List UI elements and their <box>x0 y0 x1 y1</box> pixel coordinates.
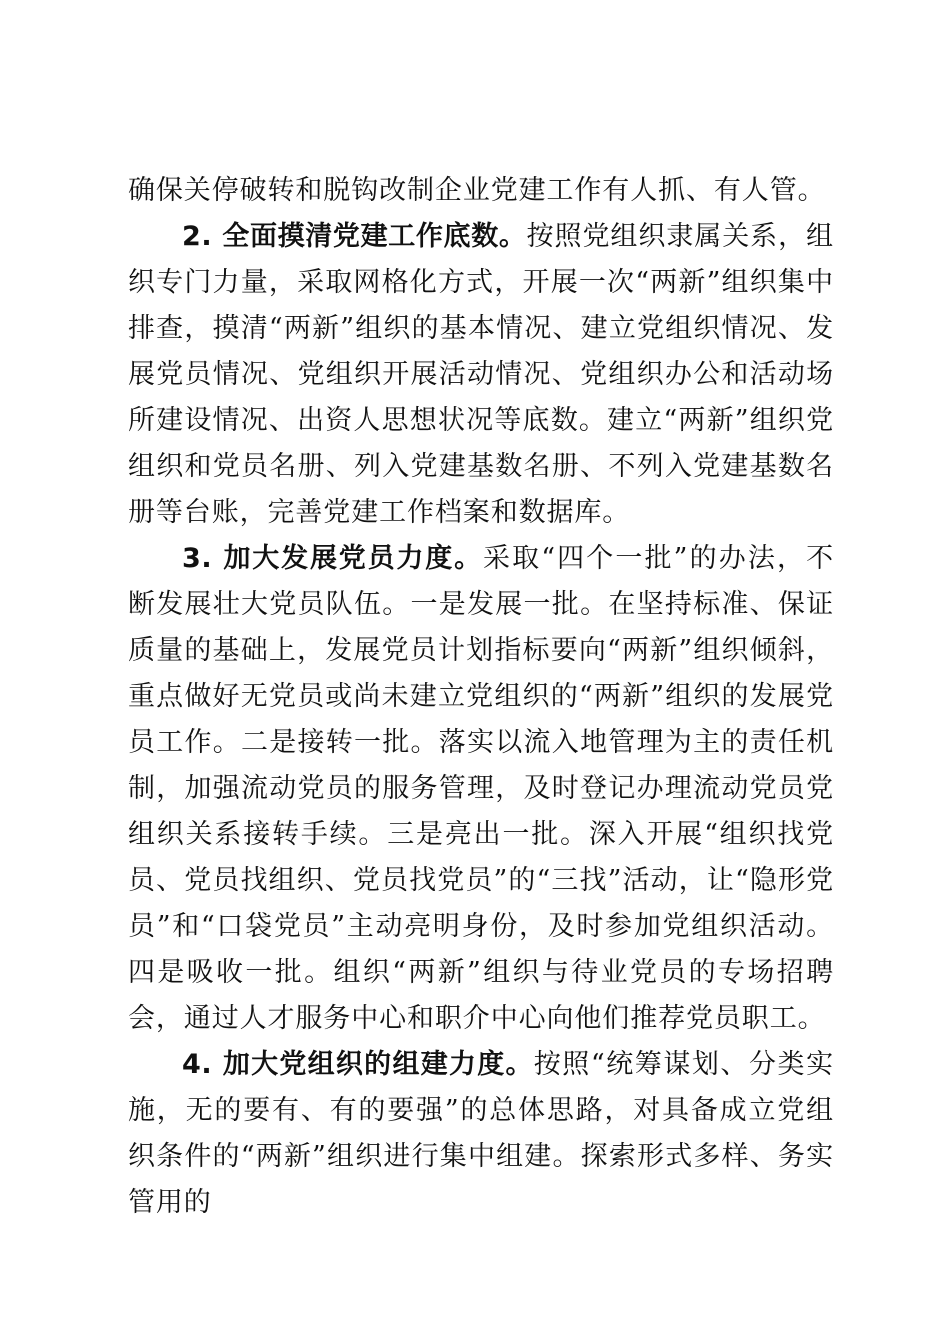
section-2-heading: 2. 全面摸清党建工作底数。 <box>182 221 527 252</box>
section-4-heading: 4. 加大党组织的组建力度。 <box>182 1049 534 1080</box>
paragraph-4 <box>128 1042 834 1226</box>
paragraph-3-text: 采取“四个一批”的办法，不断发展壮大党员队伍。一是发展一批。在坚持标准、保证质量的基础上，发展党员计划指标要向“两新”组织倾斜，重点做好无党员或尚未建立党组织的“两新”组织的发展党员工作。二是接转一批。落实以流入地管理为主的责任机制，加强流动党员的服务管理，及时登记办理流动党员党组织关系接转手续。三是亮出一批。深入开展“组织找党员、党员找组织、党员找党员”的“三找”活动，让“隐形党员”和“口袋党员”主动亮明身份，及时参加党组织活动。四是吸收一批。组织“两新”组织与待业党员的专场招聘会，通过人才服务中心和职介中心向他们推荐党员职工。 <box>128 543 834 1034</box>
paragraph-3 <box>128 536 834 1042</box>
paragraph-2-text: 按照党组织隶属关系，组织专门力量，采取网格化方式，开展一次“两新”组织集中排查，摸清“两新”组织的基本情况、建立党组织情况、发展党员情况、党组织开展活动情况、党组织办公和活动场所建设情况、出资人思想状况等底数。建立“两新”组织党组织和党员名册、列入党建基数名册、不列入党建基数名册等台账，完善党建工作档案和数据库。 <box>128 221 834 528</box>
paragraph-4-text: 按照“统筹谋划、分类实施，无的要有、有的要强”的总体思路，对具备成立党组织条件的“两新”组织进行集中组建。探索形式多样、务实管用的 <box>128 1049 835 1218</box>
paragraph-1-text: 确保关停破转和脱钩改制企业党建工作有人抓、有人管。 <box>128 175 826 206</box>
paragraph-2 <box>128 214 834 536</box>
paragraph-1 <box>128 168 834 214</box>
section-3-heading: 3. 加大发展党员力度。 <box>182 543 483 574</box>
document-body <box>128 168 834 1226</box>
